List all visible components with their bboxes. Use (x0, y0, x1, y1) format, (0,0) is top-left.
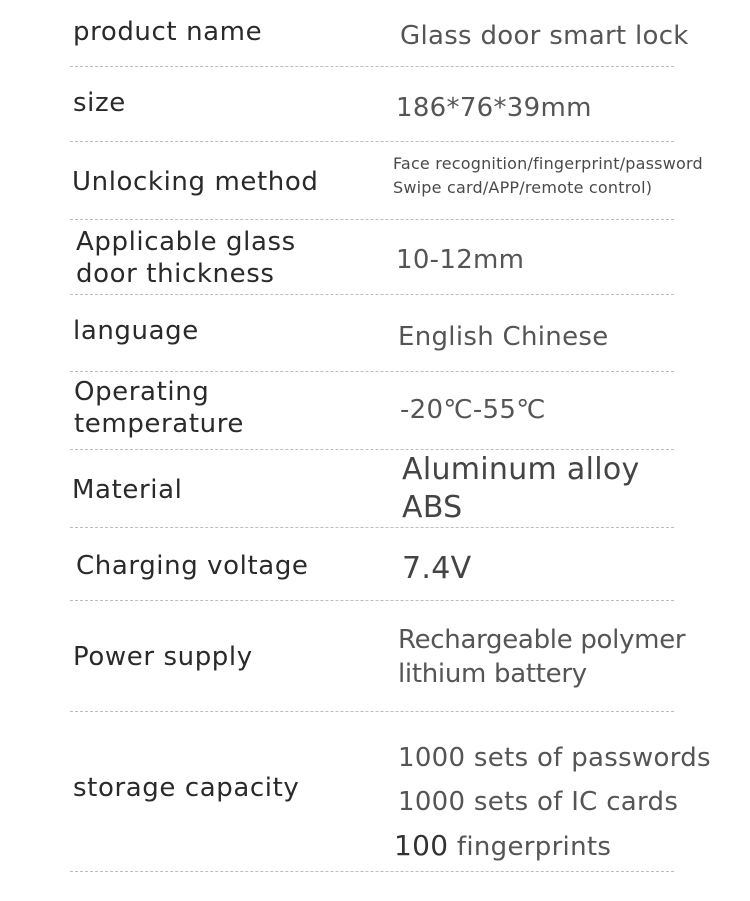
spec-row-charging-voltage (70, 528, 674, 601)
spec-row-power-supply (70, 601, 686, 712)
spec-row-unlocking-method (70, 142, 703, 220)
spec-value-line: Aluminum alloy (402, 452, 640, 487)
spec-label: product name (73, 17, 263, 47)
spec-value-line: Face recognition/fingerprint/password (393, 154, 703, 173)
fingerprint-count: 100 (394, 829, 449, 862)
spec-value (394, 736, 711, 869)
spec-value-line: ABS (402, 490, 463, 525)
spec-label: size (73, 88, 126, 118)
spec-label-line: door thickness (76, 259, 275, 289)
spec-value-line: 1000 sets of IC cards (398, 787, 679, 817)
spec-value (402, 451, 640, 527)
spec-label (76, 226, 296, 290)
spec-value (393, 152, 703, 200)
spec-label-line: Operating (74, 377, 210, 407)
spec-row-size (70, 67, 674, 142)
spec-row-product-name (70, 0, 689, 67)
spec-value: 186*76*39mm (396, 93, 592, 123)
spec-label-line: Applicable glass (76, 227, 296, 257)
spec-label-line: temperature (74, 409, 245, 439)
spec-value-line: Rechargeable polymer (398, 625, 686, 655)
spec-label: Material (72, 475, 183, 505)
spec-label (74, 376, 244, 440)
spec-row-language (70, 295, 674, 372)
spec-label: Unlocking method (72, 167, 319, 197)
spec-value-line: Swipe card/APP/remote control) (393, 178, 653, 197)
spec-value: English Chinese (398, 322, 609, 352)
spec-label: Power supply (73, 642, 253, 672)
spec-value-line: lithium battery (398, 659, 587, 689)
spec-label: Charging voltage (76, 551, 309, 581)
spec-value: Glass door smart lock (400, 21, 689, 51)
spec-value: 10-12mm (396, 245, 525, 275)
spec-row-material (70, 450, 674, 528)
spec-row-operating-temperature (70, 372, 674, 450)
spec-label: storage capacity (73, 773, 300, 803)
spec-value (398, 623, 685, 691)
fingerprint-label: fingerprints (456, 832, 612, 862)
spec-value: 7.4V (402, 551, 472, 586)
spec-value-line: 1000 sets of passwords (398, 743, 711, 773)
spec-label: language (73, 316, 199, 346)
spec-value-line (394, 824, 711, 869)
spec-row-storage-capacity (70, 712, 711, 872)
spec-row-glass-thickness (70, 220, 674, 295)
spec-value: -20℃-55℃ (400, 395, 546, 425)
